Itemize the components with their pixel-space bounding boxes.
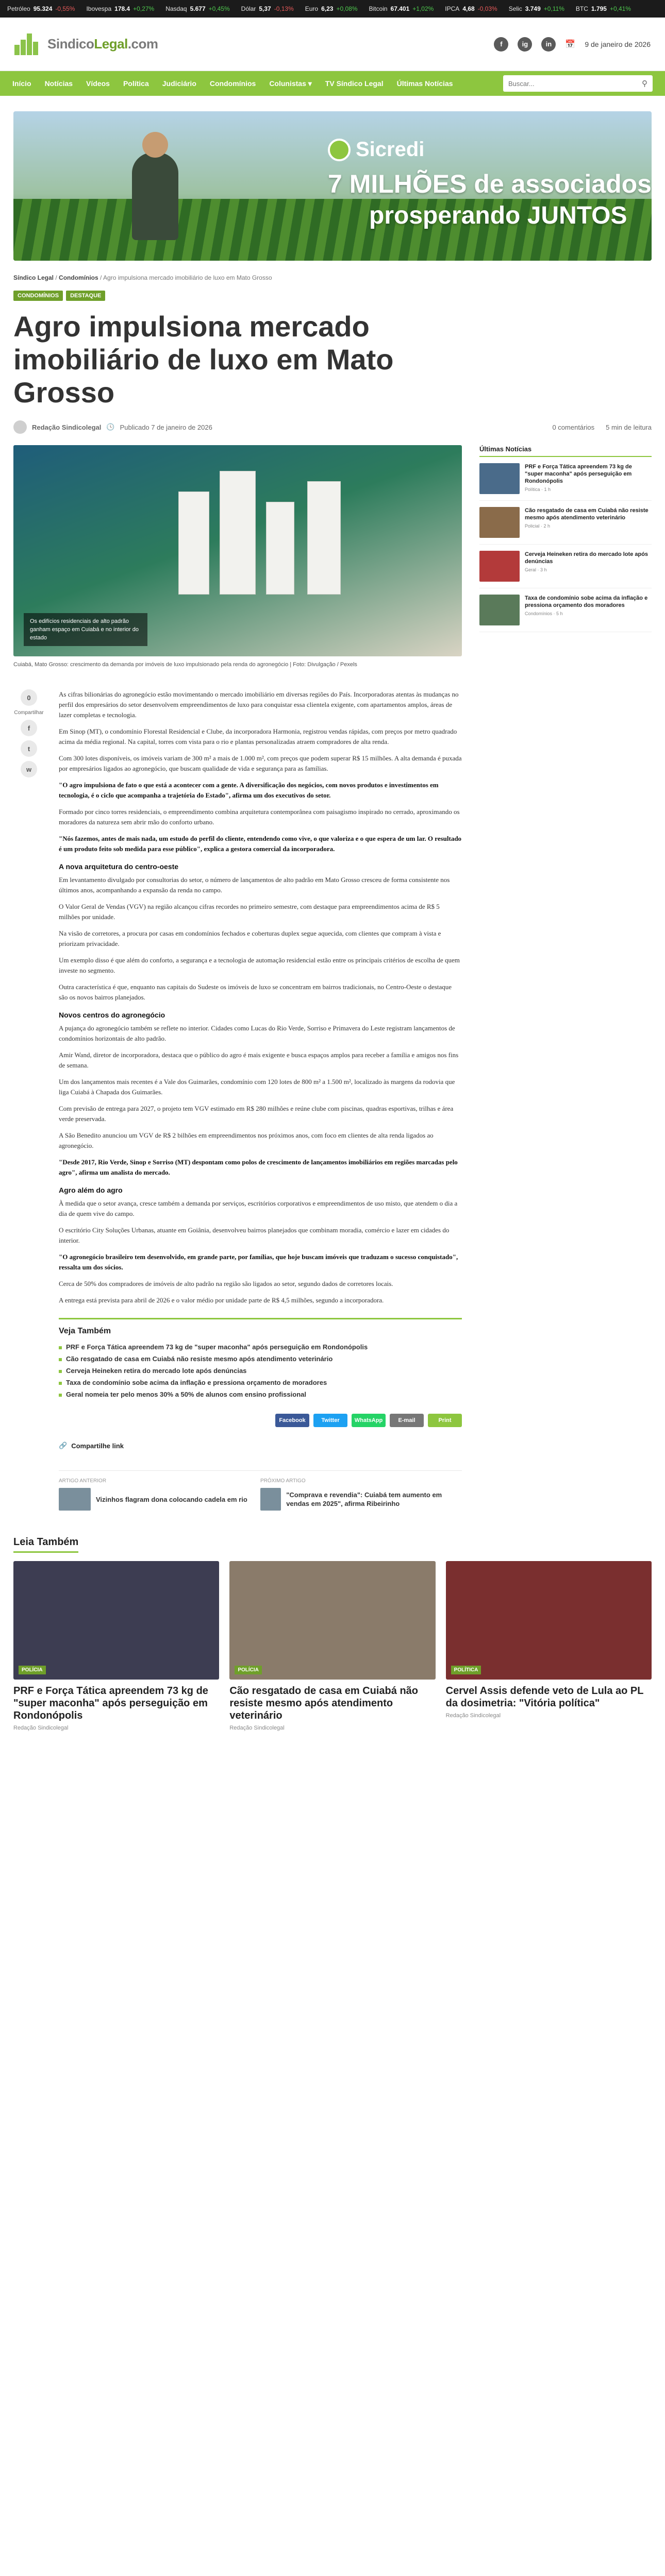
article-paragraph: "O agro impulsiona de fato o que está a acontecer com a gente. A diversificação dos negócios, com novos produtos e investimentos em tecnologia, é o ciclo que acompanha a trajetória do Estado", afirma um dos executivos do setor. [59,781,439,799]
next-article-title: "Comprava e revendia": Cuiabá tem aumento em vendas em 2025", afirma Ribeirinho [286,1491,442,1507]
sidebar-news-item[interactable] [479,457,652,501]
article-paragraph: A São Benedito anunciou um VGV de R$ 2 bilhões em empreendimentos nos próximos anos, com foco em clientes de alta renda ligados ao agronegócio. [59,1131,434,1149]
read-also-title: Cervel Assis defende veto de Lula ao PL da dosimetria: "Vitória política" [445,1685,644,1709]
article-paragraph: "Nós fazemos, antes de mais nada, um estudo do perfil do cliente, entendendo como vive, o que valoriza e o que espera de um lar. O resultado é um produto feito sob medida para esse público", explica a gestora comercial da incorporadora. [59,835,462,853]
adjacent-articles [59,1470,462,1511]
search-box [503,75,653,92]
article-paragraph: Com previsão de entrega para 2027, o projeto tem VGV estimado em R$ 280 milhões e reúne clube com piscinas, quadras esportivas, trilhas e área verde preservada. [59,1105,454,1123]
article-paragraph: As cifras bilionárias do agronegócio estão movimentando o mercado imobiliário em diversas regiões do País. Incorporadoras atentas às mudanças no perfil dos empresários do setor desenvolvem empreendimentos de luxo para conquistar essa clientela exigente, com apartamentos amplos, áreas de lazer completas e tecnologia. [59,690,459,719]
site-logo[interactable] [14,33,158,55]
logo-text: SindicoLegal.com [47,36,158,52]
article-paragraph: À medida que o setor avança, cresce também a demanda por serviços, escritórios corporativos e empreendimentos de uso misto, que atendem o dia a dia de quem vive do campo. [59,1199,458,1217]
read-also-meta: Redação Sindicolegal [229,1725,285,1731]
read-also-card[interactable] [229,1561,435,1731]
instagram-icon[interactable]: ig [518,37,532,52]
read-also-section [13,1536,652,1731]
ticker-change: -0,03% [477,5,497,12]
article-paragraph: "O agronegócio brasileiro tem desenvolvido, em grande parte, por famílias, que hoje buscam imóveis que traduzam o sucesso conquistado", ressalta um dos sócios. [59,1253,458,1271]
ticker-change: +0,41% [609,5,631,12]
ticker-item [576,5,631,12]
sidebar-news-thumbnail [479,507,520,538]
nav-item[interactable]: Início [12,79,31,88]
see-also-link[interactable]: Geral nomeia ter pelo menos 30% a 50% de alunos com ensino profissional [59,1388,462,1400]
copy-link[interactable] [59,1442,462,1450]
nav-item[interactable]: Últimas Notícias [396,79,453,88]
hero-image [13,445,462,656]
article-paragraph: Com 300 lotes disponíveis, os imóveis variam de 300 m² a mais de 1.000 m², com preços que podem superar R$ 15 milhões. A alta demanda é puxada por empresários ligados ao agronegócio, que buscam qualidade de vida e segurança para as famílias. [59,754,462,772]
ticker-name: BTC [575,5,588,12]
ticker-value: 178.4 [114,5,130,12]
ticker-name: Bitcoin [369,5,388,12]
previous-article[interactable] [59,1478,260,1511]
nav-item[interactable]: Judiciário [162,79,196,88]
read-also-meta: Redação Sindicolegal [13,1725,69,1731]
sidebar-news-title: Cão resgatado de casa em Cuiabá não resiste mesmo após atendimento veterinário [525,507,649,521]
nav-item[interactable]: Notícias [44,79,73,88]
search-input[interactable] [508,80,639,88]
article-paragraph: Cerca de 50% dos compradores de imóveis de alto padrão na região são ligados ao setor, segundo dados de corretores locais. [59,1280,393,1287]
article-paragraph: A pujança do agronegócio também se reflete no interior. Cidades como Lucas do Rio Verde, Sorriso e Primavera do Leste registram lançamentos de condomínios horizontais de alto padrão. [59,1024,455,1042]
ticker-name: Petróleo [7,5,30,12]
ticker-value: 67.401 [390,5,410,12]
see-also-link[interactable]: Taxa de condomínio sobe acima da inflação e pressiona orçamento de moradores [59,1377,462,1388]
ticker-change: +0,08% [336,5,358,12]
read-also-card[interactable] [13,1561,219,1731]
sidebar-news-title: Taxa de condomínio sobe acima da inflação e pressiona orçamento dos moradores [525,595,648,608]
ticker-change: +1,02% [412,5,434,12]
sidebar-news-thumbnail [479,551,520,582]
sidebar-news-meta: Geral · 3 h [525,567,547,572]
previous-article-label: ARTIGO ANTERIOR [59,1478,107,1484]
ad-banner[interactable] [13,111,652,261]
banner-headline-1: 7 MILHÕES de associados [328,170,652,198]
ticker-value: 1.795 [591,5,607,12]
link-icon: 🔗 [59,1442,68,1449]
breadcrumb-section[interactable]: Condomínios [59,274,98,281]
logo-mark-icon [14,33,42,55]
sidebar-news-meta: Condomínios · 5 h [525,611,563,616]
publish-date: Publicado 7 de janeiro de 2026 [120,423,212,431]
read-also-card[interactable] [446,1561,652,1731]
header-date: 9 de janeiro de 2026 [585,40,651,48]
sidebar-news-meta: Política · 1 h [525,487,551,492]
banner-person-image [132,152,178,240]
ticker-item [86,5,154,12]
ticker-change: +0,11% [543,5,564,12]
calendar-icon: 📅 [565,40,576,49]
ticker-name: Ibovespa [86,5,112,12]
article-paragraph: "Desde 2017, Rio Verde, Sinop e Sorriso (MT) despontam como polos de crescimento de lançamentos imobiliários em regiões marcadas pelo agro", afirma um analista do mercado. [59,1158,458,1176]
see-also-link[interactable]: Cerveja Heineken retira do mercado lote após denúncias [59,1365,462,1377]
article-body [59,689,462,1511]
main-nav [0,71,665,96]
nav-item[interactable]: TV Síndico Legal [325,79,384,88]
see-also-list [59,1341,462,1400]
share-button[interactable]: Facebook [275,1414,309,1427]
sidebar-news-text [525,507,652,538]
sidebar-news-item[interactable] [479,501,652,545]
next-article-thumbnail [260,1488,281,1511]
facebook-icon[interactable]: f [494,37,508,52]
ticker-change: -0,55% [55,5,75,12]
ticker-value: 5.677 [190,5,206,12]
ticker-value: 5,37 [259,5,271,12]
read-also-title: Cão resgatado de casa em Cuiabá não resiste mesmo após atendimento veterinário [229,1685,419,1721]
author-name[interactable]: Redação Sindicolegal [32,423,102,431]
ticker-name: Euro [305,5,319,12]
site-header [0,18,665,71]
read-also-title: Leia Também [13,1536,78,1553]
ticker-name: Selic [508,5,522,12]
next-article[interactable] [260,1478,462,1511]
share-count: 0 [21,689,37,706]
previous-article-item [59,1488,260,1511]
read-time: 5 min de leitura [606,423,652,431]
hero-overlay-caption: Os edifícios residenciais de alto padrão ganham espaço em Cuiabá e no interior do estado [24,613,147,646]
sidebar-news-thumbnail [479,463,520,494]
share-button[interactable]: Twitter [313,1414,347,1427]
breadcrumb-home[interactable]: Síndico Legal [13,274,54,281]
linkedin-icon[interactable]: in [541,37,556,52]
share-button[interactable]: WhatsApp [352,1414,386,1427]
copy-link-label: Compartilhe link [71,1442,124,1450]
whatsapp-share-icon[interactable]: w [21,761,37,777]
ticker-item [445,5,497,12]
article-paragraph: A entrega está prevista para abril de 2026 e o valor médio por unidade parte de R$ 4,5 milhões, segundo a incorporadora. [59,1296,384,1304]
previous-article-thumbnail [59,1488,91,1511]
banner-brand [328,138,424,161]
breadcrumb: Síndico Legal / Condomínios / Agro impulsiona mercado imobiliário de luxo em Mato Grosso [13,274,272,281]
ticker-change: -0,13% [274,5,294,12]
ticker-item [7,5,75,12]
category-tag[interactable]: CONDOMÍNIOS [13,291,63,301]
breadcrumb-current: Agro impulsiona mercado imobiliário de luxo em Mato Grosso [103,274,272,281]
article-paragraph: O escritório City Soluções Urbanas, atuante em Goiânia, desenvolveu bairros planejados que combinam moradia, comércio e lazer em cidades do interior. [59,1226,450,1244]
sidebar-news-title: Cerveja Heineken retira do mercado lote após denúncias [525,551,649,565]
banner-person-head [142,132,168,158]
sidebar-title: Últimas Notícias [479,445,652,457]
ticker-name: Nasdaq [165,5,187,12]
banner-headline-2: prosperando JUNTOS [369,202,627,229]
facebook-share-icon[interactable]: f [21,720,37,736]
nav-item[interactable]: Política [123,79,149,88]
read-also-tag: POLÍCIA [19,1666,46,1674]
ticker-item [509,5,564,12]
article-paragraph: Formado por cinco torres residenciais, o empreendimento combina arquitetura contemporânea com paisagismo inspirado no cerrado, aproximando os moradores da natureza sem abrir mão do conforto urbano. [59,808,460,826]
sicredi-logo-icon [328,139,351,161]
ticker-value: 95.324 [33,5,53,12]
read-also-image [13,1561,219,1680]
sidebar-news-item[interactable] [479,545,652,588]
sidebar-news-title: PRF e Força Tática apreendem 73 kg de "super maconha" após perseguição em Rondonópolis [525,464,632,484]
market-ticker [0,0,665,18]
article-paragraph: Amir Wand, diretor de incorporadora, destaca que o público do agro é mais exigente e busca espaços amplos para receber a família e amigos nos fins de semana. [59,1051,459,1069]
article-paragraph: O Valor Geral de Vendas (VGV) na região alcançou cifras recordes no primeiro semestre, com destaque para empreendimentos acima de R$ 5 milhões por unidade. [59,903,440,921]
read-also-meta: Redação Sindicolegal [445,1713,501,1719]
ticker-change: +0,45% [208,5,230,12]
sidebar-news-thumbnail [479,595,520,625]
share-button[interactable]: E-mail [390,1414,424,1427]
see-also-link[interactable]: PRF e Força Tática apreendem 73 kg de "super maconha" após perseguição em Rondonópolis [59,1341,462,1353]
nav-item[interactable]: Vídeos [86,79,110,88]
next-article-label: PRÓXIMO ARTIGO [260,1478,306,1484]
ticker-value: 6,23 [321,5,334,12]
share-sidebar [13,689,44,1511]
article-paragraph: Em Sinop (MT), o condomínio Florestal Residencial e Clube, da incorporadora Harmonia, registrou vendas rápidas, com preços por metro quadrado acima da média regional. Na capital, torres com vista para o rio e plantas personalizadas atraem compradores de alta renda. [59,727,457,745]
section-heading: Agro além do agro [59,1186,123,1194]
article-paragraph: Um dos lançamentos mais recentes é a Vale dos Guimarães, condomínio com 120 lotes de 800 m² a 1.500 m², localizado às margens da rodovia que liga Cuiabá à Chapada dos Guimarães. [59,1078,455,1096]
sidebar [479,445,652,1511]
sidebar-news-text [525,463,652,494]
article-paragraph: Em levantamento divulgado por consultorias do setor, o número de lançamentos de alto padrão em Mato Grosso cresceu de forma consistente nos últimos anos, acompanhando a expansão da renda no campo. [59,876,450,894]
nav-item[interactable]: Condomínios [209,79,256,88]
read-also-image [446,1561,652,1680]
article-title: Agro impulsiona mercado imobiliário de luxo em Mato Grosso [13,310,394,409]
ticker-name: IPCA [445,5,460,12]
banner-brand-name: Sicredi [356,138,425,161]
read-also-title: PRF e Força Tática apreendem 73 kg de "super maconha" após perseguição em Rondonópolis [13,1685,208,1721]
share-buttons [59,1414,462,1427]
ticker-value: 4,68 [462,5,475,12]
share-label: Compartilhar [14,710,44,716]
search-icon[interactable]: ⚲ [642,79,647,88]
see-also-box [59,1318,462,1400]
highlight-tag[interactable]: DESTAQUE [66,291,105,301]
read-also-image [229,1561,435,1680]
ticker-value: 3.749 [525,5,541,12]
clock-icon: 🕓 [106,423,115,431]
ticker-item [165,5,229,12]
comments-count[interactable]: 0 comentários [552,423,595,431]
ticker-item [241,5,294,12]
article-paragraph: Outra característica é que, enquanto nas capitais do Sudeste os imóveis de luxo se concentram em bairros tradicionais, no Centro-Oeste o destaque são os novos bairros planejados. [59,983,452,1001]
article-paragraph: Um exemplo disso é que além do conforto, a segurança e a tecnologia de automação residencial estão entre os principais critérios de escolha de quem investe no segmento. [59,956,460,974]
ticker-name: Dólar [241,5,256,12]
ticker-change: +0,27% [133,5,155,12]
read-also-tag: POLÍCIA [235,1666,262,1674]
author-avatar [13,420,27,434]
section-heading: Novos centros do agronegócio [59,1011,165,1019]
ticker-item [369,5,434,12]
share-button[interactable]: Print [428,1414,462,1427]
nav-item[interactable]: Colunistas ▾ [269,79,312,88]
twitter-share-icon[interactable]: t [21,740,37,757]
sidebar-news-text [525,595,652,625]
see-also-title: Veja Também [59,1327,111,1335]
section-heading: A nova arquitetura do centro-oeste [59,862,179,871]
sidebar-news-item[interactable] [479,588,652,632]
hero-caption: Cuiabá, Mato Grosso: crescimento da demanda por imóveis de luxo impulsionado pela renda do agronegócio | Foto: Divulgação / Pexels [13,662,357,668]
next-article-item [260,1488,462,1511]
article-paragraph: Na visão de corretores, a procura por casas em condomínios fechados e coberturas duplex segue aquecida, com clientes que compram à vista e priorizam privacidade. [59,929,441,947]
previous-article-title: Vizinhos flagram dona colocando cadela em rio [96,1495,247,1503]
read-also-tag: POLÍTICA [451,1666,481,1674]
sidebar-news-text [525,551,652,582]
sidebar-news-meta: Policial · 2 h [525,523,551,529]
ticker-item [305,5,358,12]
see-also-link[interactable]: Cão resgatado de casa em Cuiabá não resiste mesmo após atendimento veterinário [59,1353,462,1365]
